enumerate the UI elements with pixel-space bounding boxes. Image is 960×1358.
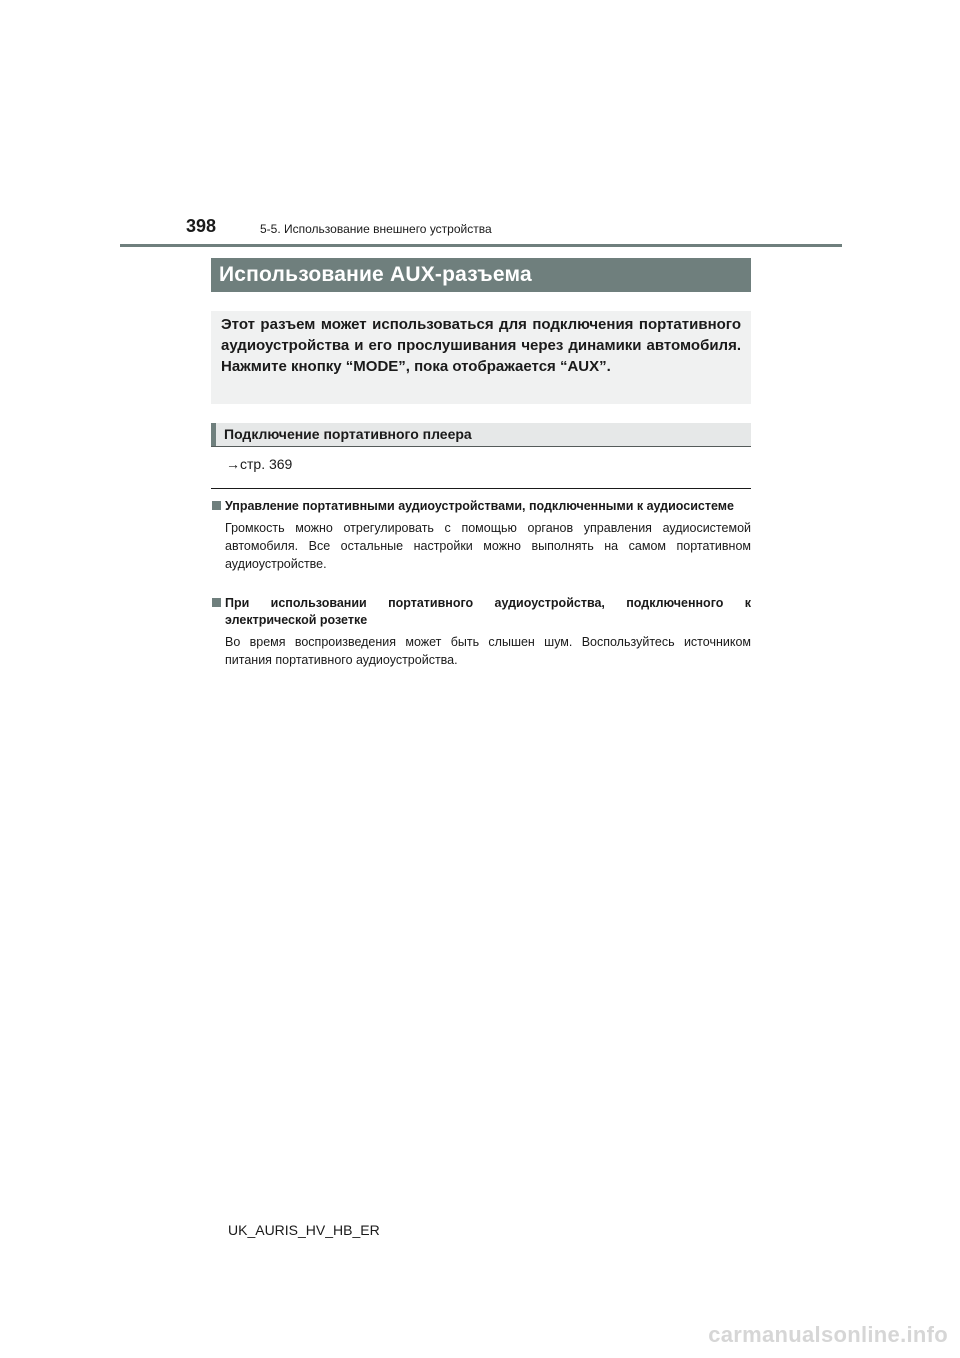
page-number: 398 — [186, 216, 217, 236]
subsection-header — [211, 423, 751, 447]
note-body: Громкость можно отрегулировать с помощью органов управления аудиосистемой автомобиля. Все остальные настройки можно выполнять на самом портативном аудиоустройстве. — [225, 521, 751, 571]
note-item — [211, 498, 751, 573]
intro-box — [211, 311, 751, 404]
note-body: Во время воспроизведения может быть слышен шум. Воспользуйтесь источником питания портативного аудиоустройства. — [225, 635, 751, 667]
section-divider — [211, 488, 751, 489]
subsection-title: Подключение портативного плеера — [224, 426, 472, 442]
note-heading-text: При использовании портативного аудиоустройства, подключенного к электрической розетке — [225, 596, 751, 627]
section-title-bar — [211, 258, 751, 292]
page-reference-link[interactable]: →стр. 369 — [226, 456, 293, 472]
footer-code: UK_AURIS_HV_HB_ER — [228, 1222, 380, 1238]
square-bullet-icon — [212, 598, 221, 607]
section-title: Использование AUX-разъема — [219, 263, 532, 286]
square-bullet-icon — [212, 501, 221, 510]
header-divider — [120, 244, 842, 247]
watermark: carmanualsonline.info — [708, 1322, 948, 1347]
note-item — [211, 595, 751, 669]
note-heading — [211, 595, 751, 629]
note-heading — [211, 498, 751, 515]
note-heading-text: Управление портативными аудиоустройствами, подключенными к аудиосистеме — [225, 499, 734, 513]
subsection-accent — [211, 423, 216, 446]
chapter-title: 5-5. Использование внешнего устройства — [260, 222, 492, 236]
intro-text: Этот разъем может использоваться для подключения портативного аудиоустройства и его прослушивания через динамики автомобиля. Нажмите кнопку “MODE”, пока отображается “AUX”. — [221, 316, 741, 375]
